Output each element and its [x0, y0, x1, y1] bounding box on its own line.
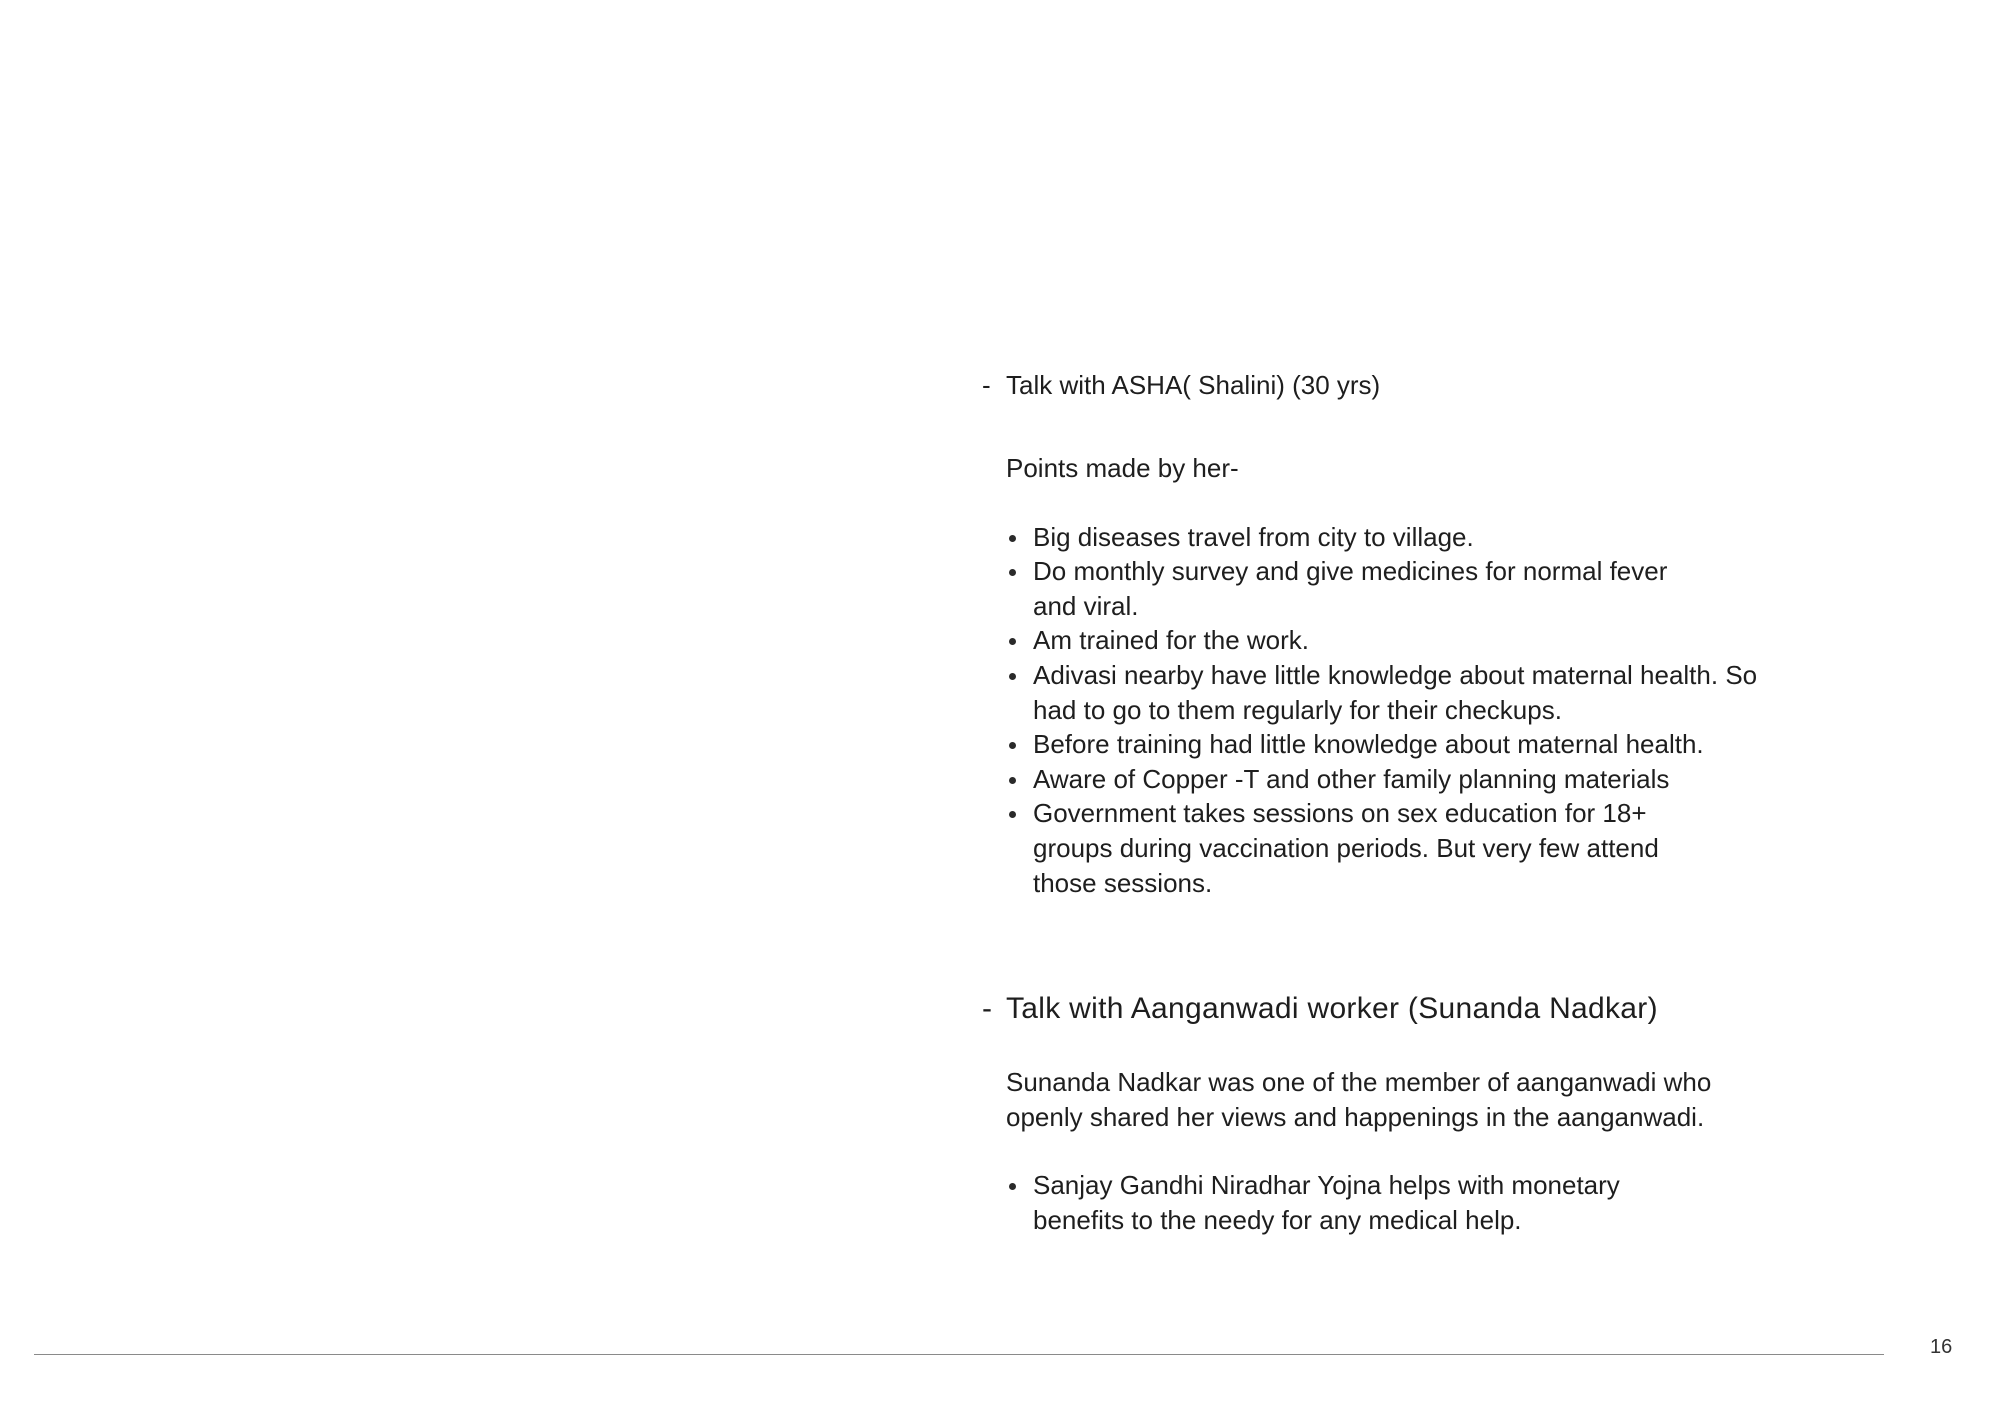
- page-number: 16: [1930, 1336, 1953, 1358]
- list-item-text: Aware of Copper -T and other family planning materials: [1033, 763, 1670, 794]
- list-item-text: Do monthly survey and give medicines for normal fever and viral.: [1033, 556, 1668, 621]
- aanganwadi-interview-section: [982, 990, 1802, 1237]
- heading-text: Talk with Aanganwadi worker (Sunanda Nadkar): [1006, 992, 1658, 1025]
- list-item: [1006, 727, 1823, 762]
- bullet-dot-icon: [1009, 742, 1016, 749]
- list-item-text: Adivasi nearby have little knowledge about maternal health. So had to go to them regularly for their checkups.: [1033, 659, 1758, 725]
- list-item-text: Sanjay Gandhi Niradhar Yojna helps with monetary benefits to the needy for any medical help.: [1033, 1170, 1620, 1235]
- bullet-dot-icon: [1009, 569, 1016, 576]
- heading-dash: -: [982, 370, 991, 400]
- heading-dash: -: [982, 992, 993, 1025]
- bullet-dot-icon: [1009, 638, 1016, 645]
- heading-text: Talk with ASHA( Shalini) (30 yrs): [1006, 370, 1381, 400]
- list-item-text: Government takes sessions on sex education for 18+ groups during vaccination periods. But very few attend those sessions.: [1033, 798, 1659, 898]
- list-item-text: Before training had little knowledge about maternal health.: [1033, 729, 1704, 760]
- list-item-text: Big diseases travel from city to village.: [1033, 521, 1474, 552]
- asha-points-list: [982, 520, 1802, 901]
- asha-interview-heading: [982, 368, 1802, 402]
- bullet-dot-icon: [1009, 811, 1016, 818]
- list-item-text: Am trained for the work.: [1033, 625, 1309, 656]
- bullet-dot-icon: [1009, 1183, 1016, 1190]
- list-item: [1006, 796, 1698, 900]
- bullet-dot-icon: [1009, 673, 1016, 680]
- footer-divider: [34, 1354, 1884, 1355]
- list-item: [1006, 762, 1823, 797]
- list-item: [1006, 1168, 1673, 1237]
- aanganwadi-points-list: [982, 1168, 1802, 1237]
- aanganwadi-intro-text: Sunanda Nadkar was one of the member of aanganwadi who openly shared her views and happenings in the aanganwadi.: [1006, 1067, 1712, 1132]
- bullet-dot-icon: [1009, 535, 1016, 542]
- asha-intro-text: Points made by her-: [1006, 453, 1239, 483]
- list-item: [1006, 520, 1553, 555]
- list-item: [1006, 658, 1793, 727]
- bullet-dot-icon: [1009, 777, 1016, 784]
- list-item: [1006, 623, 1673, 658]
- list-item: [1006, 554, 1673, 623]
- aanganwadi-interview-heading: [982, 990, 1802, 1028]
- asha-interview-section: [982, 368, 1802, 900]
